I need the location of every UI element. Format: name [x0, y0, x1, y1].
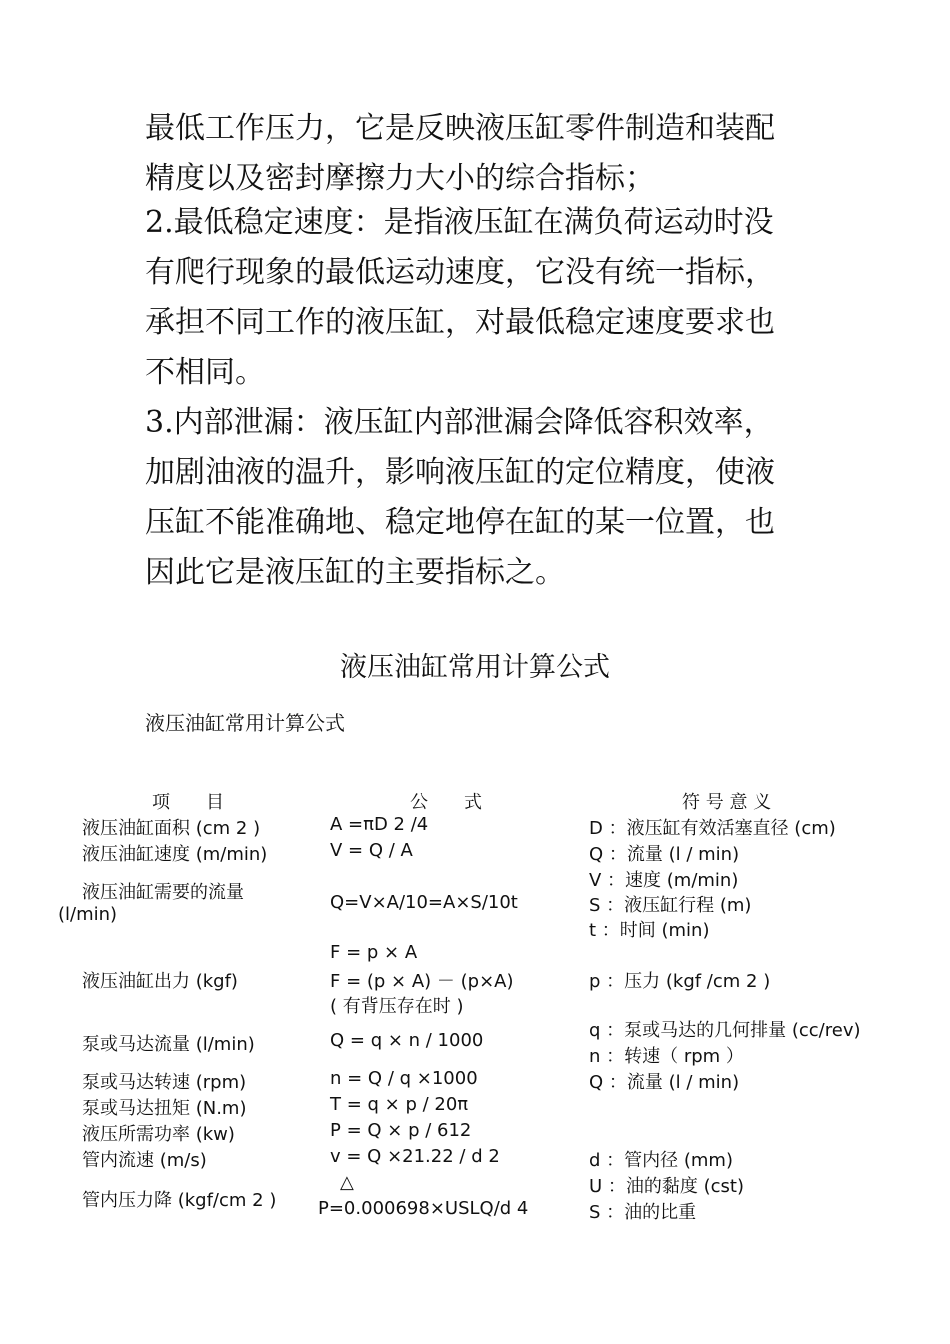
- row-formula: ( 有背压存在时 ): [330, 996, 464, 1017]
- row-item: 泵或马达扭矩 (N.m): [82, 1098, 247, 1119]
- row-meaning: n ：转速（ rpm ）: [589, 1046, 744, 1067]
- row-item: 液压油缸出力 (kgf): [82, 971, 238, 992]
- row-meaning: S ：液压缸行程 (m): [589, 895, 752, 916]
- intro-paragraph-1: [145, 104, 825, 204]
- row-meaning: S ：油的比重: [589, 1202, 697, 1223]
- row-meaning: Q ：流量 (l / min): [589, 844, 740, 865]
- text-line: 承担不同工作的液压缸，对最低稳定速度要求也: [145, 305, 775, 340]
- text-line: 3.内部泄漏：液压缸内部泄漏会降低容积效率，: [145, 405, 774, 440]
- row-meaning: Q ：流量 (l / min): [589, 1072, 740, 1093]
- row-formula: Q = q × n / 1000: [330, 1030, 484, 1051]
- row-item: 液压油缸速度 (m/min): [82, 844, 268, 865]
- row-item-unit: (l/min): [58, 904, 118, 925]
- row-formula: Q=V×A/10=A×S/10t: [330, 892, 518, 913]
- text-line: 压缸不能准确地、稳定地停在缸的某一位置，也: [145, 505, 775, 540]
- row-formula-delta: △: [340, 1172, 354, 1193]
- header-item: 项 目: [152, 792, 224, 813]
- row-item: 管内流速 (m/s): [82, 1150, 207, 1171]
- text-line: 因此它是液压缸的主要指标之。: [145, 555, 565, 590]
- row-formula: P=0.000698×USLQ/d 4: [318, 1198, 529, 1219]
- row-formula: P = Q × p / 612: [330, 1120, 472, 1141]
- row-item: 泵或马达转速 (rpm): [82, 1072, 247, 1093]
- text-line: 最低工作压力，它是反映液压缸零件制造和装配: [145, 111, 775, 146]
- row-meaning: q ：泵或马达的几何排量 (cc/rev): [589, 1020, 861, 1041]
- row-formula: n = Q / q ×1000: [330, 1068, 478, 1089]
- row-formula: F = (p × A) － (p×A): [330, 971, 514, 992]
- section-subtitle: 液压油缸常用计算公式: [145, 711, 345, 735]
- row-formula: v = Q ×21.22 / d 2: [330, 1146, 500, 1167]
- intro-paragraph-3: [145, 398, 825, 598]
- row-meaning: d ：管内径 (mm): [589, 1150, 733, 1171]
- row-item: 泵或马达流量 (l/min): [82, 1034, 255, 1055]
- header-meaning: 符 号 意 义: [682, 792, 772, 813]
- section-title: 液压油缸常用计算公式: [340, 652, 610, 683]
- text-line: 精度以及密封摩擦力大小的综合指标；: [145, 161, 655, 196]
- text-line: 有爬行现象的最低运动速度，它没有统一指标，: [145, 255, 775, 290]
- text-line: 加剧油液的温升，影响液压缸的定位精度，使液: [145, 455, 775, 490]
- row-item: 液压油缸需要的流量: [82, 882, 244, 903]
- row-meaning: p ：压力 (kgf /cm 2 ): [589, 971, 771, 992]
- row-item: 管内压力降 (kgf/cm 2 ): [82, 1190, 277, 1211]
- row-item: 液压油缸面积 (cm 2 ): [82, 818, 261, 839]
- row-formula: A =πD 2 /4: [330, 814, 429, 835]
- row-item: 液压所需功率 (kw): [82, 1124, 235, 1145]
- text-line: 不相同。: [145, 355, 265, 390]
- row-meaning: V ：速度 (m/min): [589, 870, 739, 891]
- row-meaning: D ：液压缸有效活塞直径 (cm): [589, 818, 836, 839]
- intro-paragraph-2: [145, 198, 825, 398]
- header-formula: 公 式: [410, 792, 482, 813]
- text-line: 2.最低稳定速度：是指液压缸在满负荷运动时没: [145, 205, 774, 240]
- row-meaning: U ：油的黏度 (cst): [589, 1176, 744, 1197]
- row-meaning: t ：时间 (min): [589, 920, 710, 941]
- row-formula: F = p × A: [330, 942, 418, 963]
- row-formula: V = Q / A: [330, 840, 413, 861]
- row-formula: T = q × p / 20π: [330, 1094, 469, 1115]
